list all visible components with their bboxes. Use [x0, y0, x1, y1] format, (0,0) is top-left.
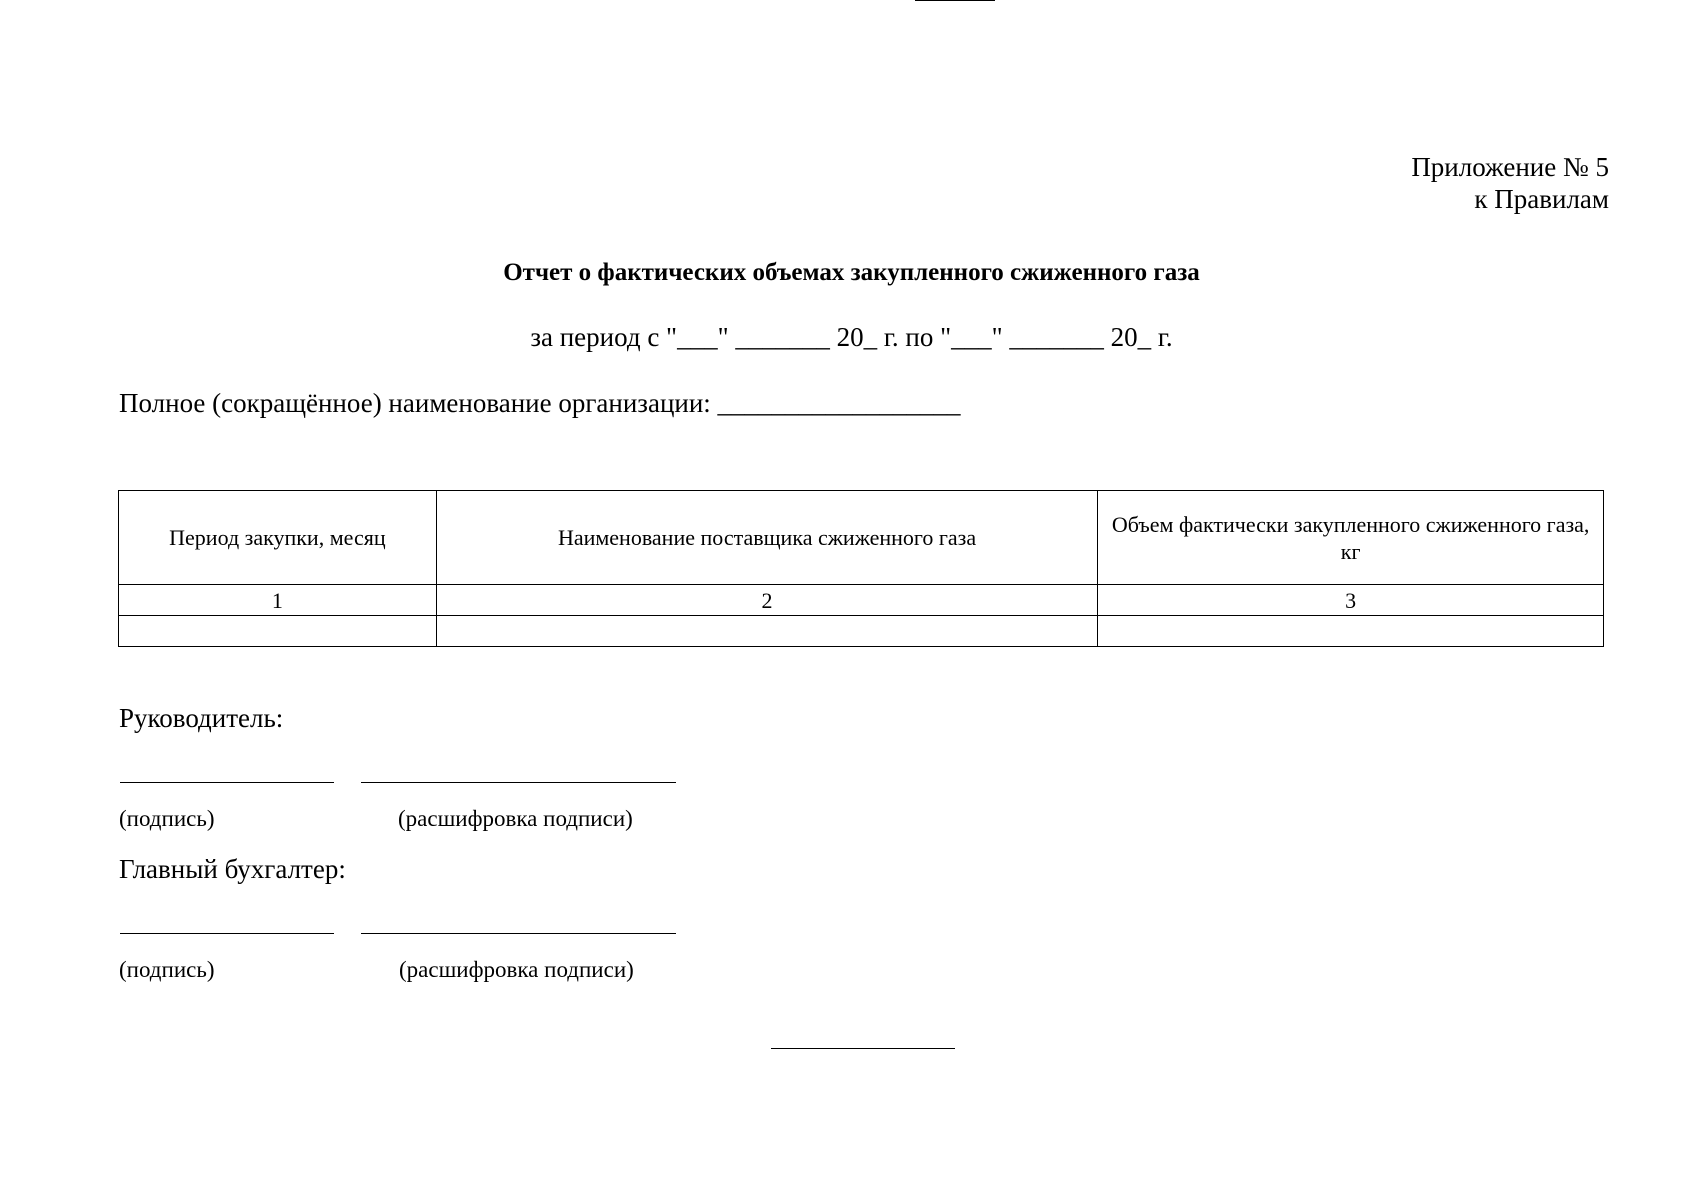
table-cell: [119, 616, 437, 647]
report-table: [118, 490, 1604, 647]
chief-accountant-decoding-line: [361, 933, 676, 934]
appendix-rules: к Правилам: [1474, 184, 1609, 214]
column-number-3: 3: [1098, 585, 1604, 616]
header-volume: Объем фактически закупленного сжиженного газа, кг: [1098, 491, 1604, 585]
organization-name-line: Полное (сокращённое) наименование организации: __________________: [119, 388, 961, 418]
head-decoding-line: [361, 782, 676, 783]
appendix-number: Приложение № 5: [1411, 152, 1609, 182]
chief-accountant-label: Главный бухгалтер:: [119, 854, 346, 884]
period-line: за период с "___" _______ 20_ г. по "___" _______ 20_ г.: [530, 322, 1173, 352]
document-title: Отчет о фактических объемах закупленного сжиженного газа: [503, 259, 1200, 286]
header-supplier: Наименование поставщика сжиженного газа: [436, 491, 1098, 585]
table-header-row: [119, 491, 1604, 585]
appendix-reference: [1411, 151, 1609, 215]
table-row: [119, 616, 1604, 647]
chief-accountant-signature-line: [120, 933, 334, 934]
column-number-row: [119, 585, 1604, 616]
column-number-1: 1: [119, 585, 437, 616]
table-cell: [436, 616, 1098, 647]
head-decoding-caption: (расшифровка подписи): [398, 806, 633, 831]
head-label: Руководитель:: [119, 703, 284, 733]
chief-accountant-decoding-caption: (расшифровка подписи): [399, 957, 634, 982]
header-period: Период закупки, месяц: [119, 491, 437, 585]
column-number-2: 2: [436, 585, 1098, 616]
head-signature-caption: (подпись): [119, 806, 215, 831]
table-cell: [1098, 616, 1604, 647]
chief-accountant-signature-caption: (подпись): [119, 957, 215, 982]
bottom-rule: [771, 1048, 955, 1049]
head-signature-line: [120, 782, 334, 783]
top-rule: [915, 0, 995, 1]
